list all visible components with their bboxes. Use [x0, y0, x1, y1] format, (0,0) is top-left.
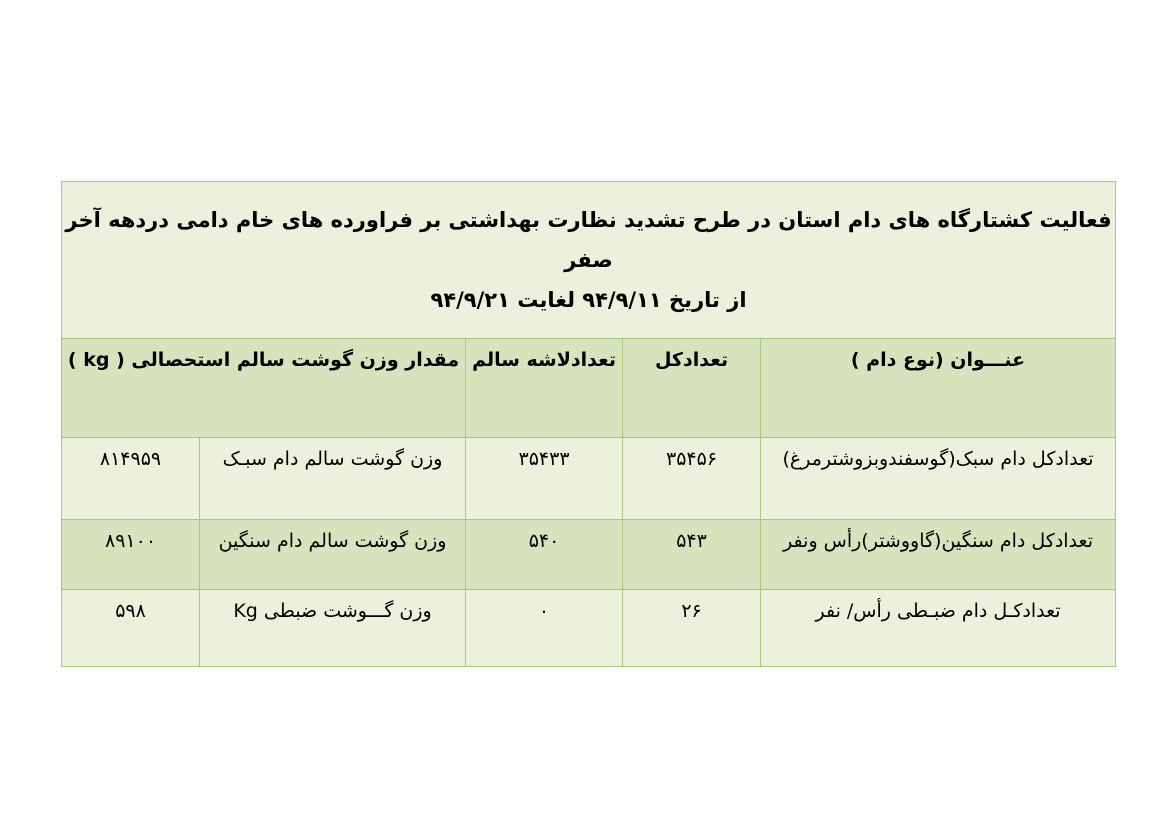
table-row — [62, 438, 1116, 520]
row-total: ۳۵۴۵۶ — [623, 438, 761, 520]
row-weight-label: وزن گوشت سالم دام سنگین — [200, 520, 466, 590]
row-total: ۲۶ — [623, 590, 761, 667]
row-total: ۵۴۳ — [623, 520, 761, 590]
report-title-cell — [62, 182, 1116, 339]
row-healthy: ۵۴۰ — [466, 520, 623, 590]
row-weight-value: ۸۱۴۹۵۹ — [62, 438, 200, 520]
row-weight-label: وزن گوشت سالم دام سبـک — [200, 438, 466, 520]
report-title-line1: فعالیت کشتارگاه های دام استان در طرح تشدید نظارت بهداشتی بر فراورده های خام دامی دردهه آخر صفر — [65, 208, 1112, 272]
table-row — [62, 590, 1116, 667]
header-title: عنـــوان (نوع دام ) — [761, 339, 1116, 438]
row-weight-label: وزن گـــوشت ضبطی Kg — [200, 590, 466, 667]
row-title: تعدادکـل دام ضبـطی رأس/ نفر — [761, 590, 1116, 667]
row-title: تعدادکل دام سنگین(گاووشتر)رأس ونفر — [761, 520, 1116, 590]
row-title: تعدادکل دام سبک(گوسفندوبزوشترمرغ) — [761, 438, 1116, 520]
row-healthy: ۰ — [466, 590, 623, 667]
report-title-line2: از تاریخ ۹۴/۹/۱۱ لغایت ۹۴/۹/۲۱ — [430, 288, 747, 312]
header-meat-weight: مقدار وزن گوشت سالم استحصالی ( kg ) — [62, 339, 466, 438]
table-header-row — [62, 339, 1116, 438]
table-row — [62, 520, 1116, 590]
row-weight-value: ۵۹۸ — [62, 590, 200, 667]
activity-report-table — [61, 181, 1116, 667]
header-healthy-carcass: تعدادلاشه سالم — [466, 339, 623, 438]
header-total-count: تعدادکل — [623, 339, 761, 438]
row-weight-value: ۸۹۱۰۰ — [62, 520, 200, 590]
row-healthy: ۳۵۴۳۳ — [466, 438, 623, 520]
